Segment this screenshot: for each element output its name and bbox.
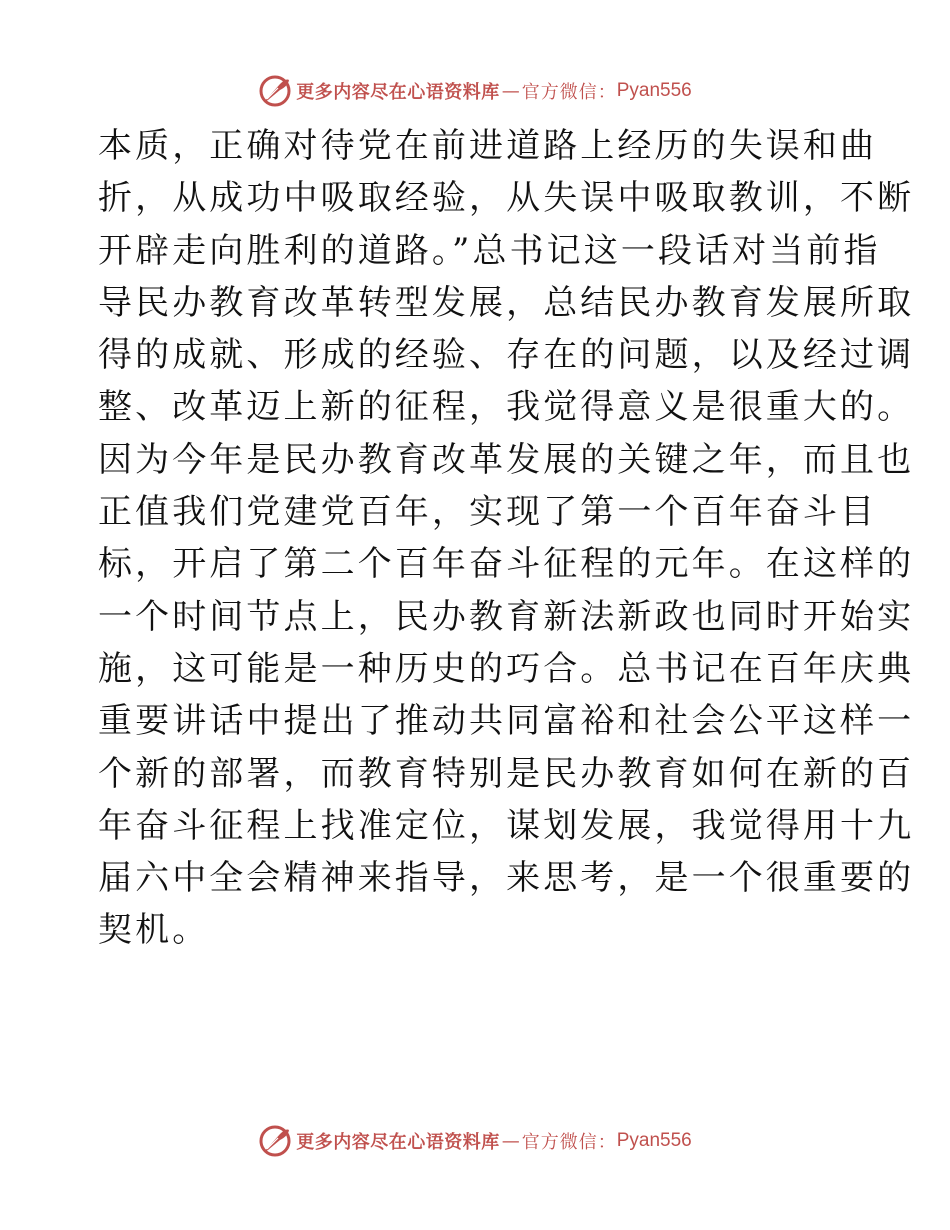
footer-wechat-label: 官方微信：: [521, 1132, 617, 1153]
header-wechat-id: Pyan556: [616, 80, 692, 101]
text-line: 正值我们党建党百年，实现了第一个百年奋斗目: [98, 492, 878, 533]
header-site-text: 更多内容尽在心语资料库: [296, 82, 500, 103]
feather-logo-icon: [258, 74, 292, 108]
text-line: 标，开启了第二个百年奋斗征程的元年。在这样的: [98, 544, 915, 585]
text-line: 折，从成功中吸取经验，从失误中吸取教训，不断: [98, 178, 915, 219]
text-line: 届六中全会精神来指导，来思考，是一个很重要的: [98, 858, 915, 899]
text-line: 一个时间节点上，民办教育新法新政也同时开始实: [98, 596, 915, 637]
text-line: 因为今年是民办教育改革发展的关键之年，而且也: [98, 439, 915, 480]
footer-separator: —: [501, 1130, 520, 1152]
footer-wechat-id: Pyan556: [616, 1130, 692, 1151]
body-paragraph: [98, 120, 915, 957]
text-line: 开辟走向胜利的道路。”总书记这一段话对当前指: [98, 230, 881, 271]
text-line: 重要讲话中提出了推动共同富裕和社会公平这样一: [98, 701, 915, 742]
text-line: 施，这可能是一种历史的巧合。总书记在百年庆典: [98, 648, 915, 689]
text-line: 得的成就、形成的经验、存在的问题，以及经过调: [98, 335, 915, 376]
header-separator: —: [501, 80, 520, 102]
text-line: 导民办教育改革转型发展，总结民办教育发展所取: [98, 282, 915, 323]
footer-site-text: 更多内容尽在心语资料库: [296, 1132, 500, 1153]
text-line: 本质，正确对待党在前进道路上经历的失误和曲: [98, 126, 878, 166]
text-line: 个新的部署，而教育特别是民办教育如何在新的百: [98, 753, 915, 794]
feather-logo-icon: [258, 1124, 292, 1158]
text-line: 年奋斗征程上找准定位，谋划发展，我觉得用十九: [98, 805, 915, 846]
text-line: 整、改革迈上新的征程，我觉得意义是很重大的。: [98, 387, 915, 428]
header-banner: [0, 71, 950, 111]
text-line: 契机。: [98, 910, 210, 951]
header-wechat-label: 官方微信：: [521, 82, 617, 103]
footer-banner: [0, 1121, 950, 1161]
